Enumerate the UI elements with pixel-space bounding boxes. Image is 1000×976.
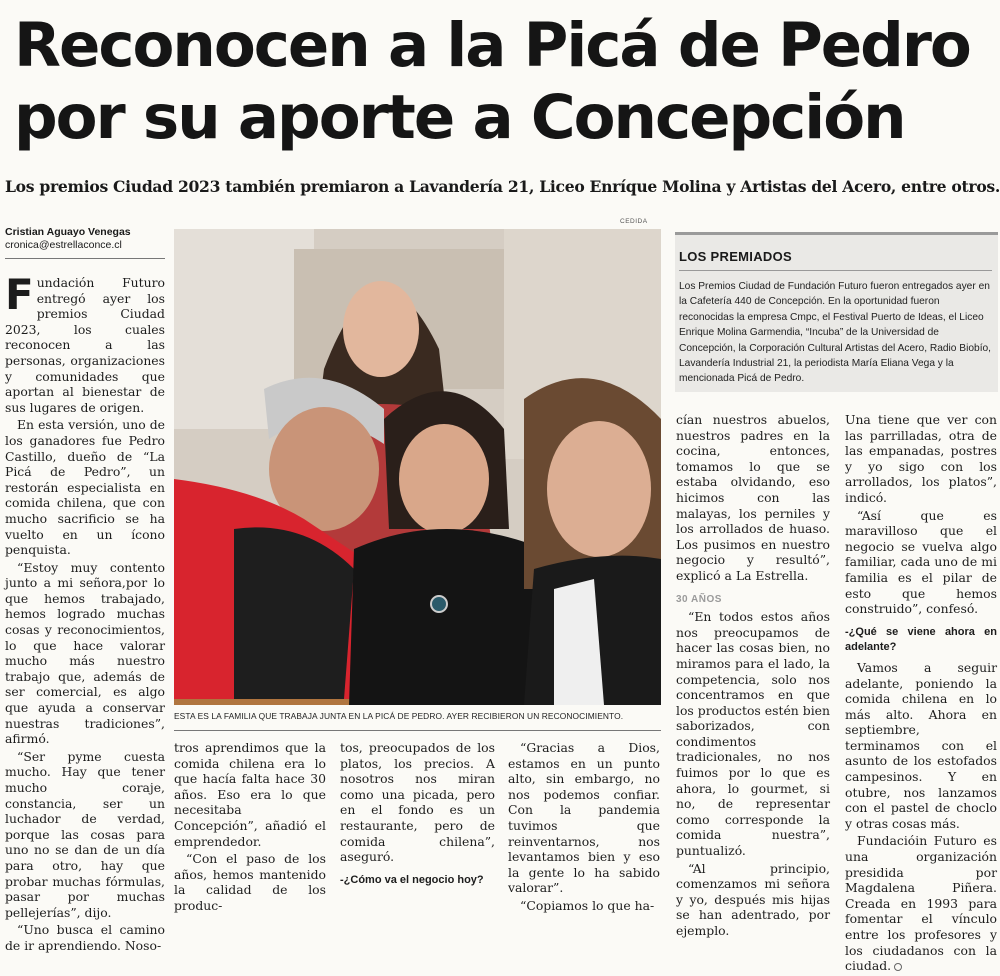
paragraph: Vamos a seguir adelante, poniendo la comida chilena en lo más alto. Ahora en septiembre, terminamos con el asunto de los estofados campesinos. Y en otubre, nos lanzamos con el pastel de choclo y otras cosas más.	[845, 659, 997, 831]
article-column-3	[340, 740, 495, 892]
closing-text: Fundacióin Futuro es una organización presidida por Magdalena Piñera. Creada en 1993 para fomentar el vínculo entre los profesores y los ciudadanos con la ciudad.	[845, 833, 997, 974]
paragraph: Una tiene que ver con las parrilladas, otra de las empanadas, postres y yo sigo con los arrollados, los platos”, indicó.	[845, 412, 997, 505]
article-column-5	[676, 412, 830, 941]
article-column-1	[5, 270, 165, 956]
paragraph: “Estoy muy contento junto a mi señora,por lo que hemos trabajado, hemos logrado muchas cosas y reconocimientos, lo que hace valorar mucho más nuestro trabajo que, además de ser comercial, es algo que ayuda a conservar nuestras tradiciones”, afirmó.	[5, 559, 165, 747]
section-label: 30 AÑOS	[676, 593, 722, 605]
paragraph: “Gracias a Dios, estamos en un punto alto, sin embargo, no nos podemos confiar. Con la pandemia tuvimos que reinventarnos, nos levantamos bien y eso la gente lo ha sabido valorar”.	[508, 740, 660, 896]
paragraph: cían nuestros abuelos, nuestros padres en la cocina, entonces, tomamos lo que se estaba olvidando, eso hicimos con las malayas, los perniles y los arrollados de huaso. Los pusimos en nuestro negocio y resultó”, explicó a La Estrella.	[676, 412, 830, 583]
interview-question: -¿Qué se viene ahora en adelante?	[845, 625, 997, 654]
headline-line-2: por su aporte a Concepción	[14, 82, 905, 153]
byline-email: cronica@estrellaconce.cl	[5, 239, 122, 251]
end-mark-icon	[894, 963, 902, 971]
paragraph: tos, preocupados de los platos, los precios. A nosotros nos miran como una picada, pero en el fondo es un restaurante, pero de comida chilena”, aseguró.	[340, 740, 495, 865]
photo-caption: ESTA ES LA FAMILIA QUE TRABAJA JUNTA EN LA PICÁ DE PEDRO. AYER RECIBIERON UN RECONOCIMIENTO.	[174, 710, 661, 731]
family-photo-illustration	[174, 229, 661, 705]
family-photo	[174, 229, 661, 705]
drop-cap: F	[5, 270, 34, 319]
headline-line-1: Reconocen a la Picá de Pedro	[14, 10, 970, 81]
article-column-2	[174, 740, 326, 916]
paragraph: “En todos estos años nos preocupamos de hacer las cosas bien, no miramos para el lado, la competencia, solo nos concentramos en que los productos estén bien saborizados, con condimentos tradicionales, no nos fuimos por lo que es ahora, lo gourmet, si no, de representar como corresponde la comida nuestra”, puntualizó.	[676, 609, 830, 859]
article-column-6	[845, 412, 997, 976]
photo-credit: CEDIDA	[620, 218, 648, 225]
byline	[5, 226, 165, 259]
lead-text: undación Futuro entregó ayer los premios Ciudad 2023, los cuales reconocen a las personas, organizaciones y comunidades que aportan al bienestar de sus lugares de origen.	[5, 275, 165, 415]
sidebar-body: Los Premios Ciudad de Fundación Futuro fueron entregados ayer en la Cafetería 440 de Concepción. En la oportunidad fueron reconocidas la empresa Cmpc, el Festival Puerto de Ideas, el Liceo Enrique Molina Garmendia, “Incuba” de la Universidad de Concepción, la Corporación Cultural Artistas del Acero, Radio Biobío, Lavandería Industrial 21, la periodista María Eliana Vega y la mencionada Picá de Pedro.	[679, 281, 992, 385]
subheadline: Los premios Ciudad 2023 también premiaron a Lavandería 21, Liceo Enríque Molina y Artistas del Acero, entre otros.	[5, 177, 1000, 196]
paragraph: “Copiamos lo que ha-	[520, 897, 655, 913]
paragraph: tros aprendimos que la comida chilena era lo que hacía falta hace 30 años. Eso era lo que necesitaba Concepción”, añadió el emprendedor.	[174, 740, 326, 849]
interview-question: -¿Cómo va el negocio hoy?	[340, 873, 484, 886]
awards-sidebar	[675, 232, 998, 392]
paragraph: “Al principio, comenzamos mi señora y yo, después mis hijas se han adentrado, por ejemplo.	[676, 860, 830, 938]
paragraph: “Así que es maravilloso que el negocio se vuelva algo familiar, cada uno de mi familia es el pilar de esto que hemos construido”, confesó.	[845, 507, 997, 617]
paragraph	[5, 270, 165, 415]
sidebar-title: LOS PREMIADOS	[679, 249, 992, 271]
byline-author: Cristian Aguayo Venegas	[5, 226, 131, 238]
headline	[14, 10, 989, 154]
paragraph: “Uno busca el camino de ir aprendiendo. Noso-	[5, 922, 165, 953]
article-column-4	[508, 740, 660, 916]
paragraph: “Con el paso de los años, hemos mantenido la calidad de los produc-	[174, 851, 326, 913]
paragraph: “Ser pyme cuesta mucho. Hay que tener mucho coraje, constancia, ser un luchador de verdad, porque las cosas para uno no se dan de un día para otro, hay que probar muchas fórmulas, pasar por muchas pellejerías”, dijo.	[5, 748, 165, 920]
paragraph: En esta versión, uno de los ganadores fue Pedro Castillo, dueño de “La Picá de Pedro”, un restorán especialista en comida chilena, que con mucho sacrificio se ha vuelto en un ícono penquista.	[5, 417, 165, 558]
paragraph	[845, 833, 997, 973]
